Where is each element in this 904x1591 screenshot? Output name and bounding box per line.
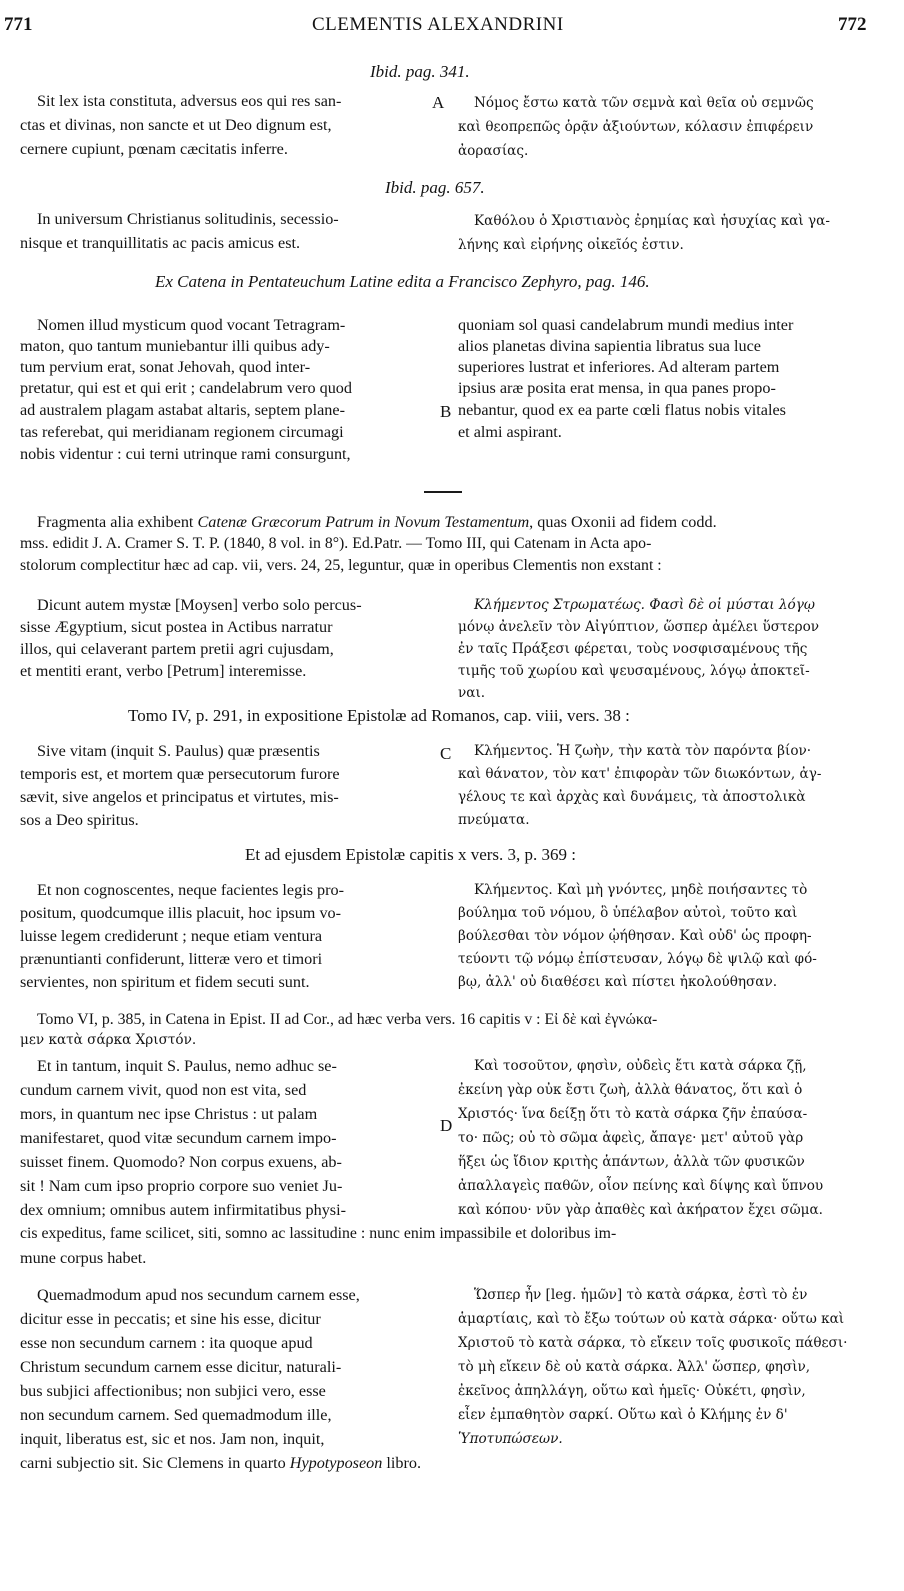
latin-line: alios planetas divina sapientia libratus sua luce — [458, 337, 761, 355]
latin-line: Sit lex ista constituta, adversus eos qui res san- — [37, 92, 342, 110]
latin-line-full: mune corpus habet. — [20, 1249, 147, 1267]
greek-line: ἥξει ὡς ἴδιον κριτὴς ἁπάντων, ἀλλὰ τῶν φυσικῶν — [458, 1154, 805, 1170]
greek-line: εἶεν ἐμπαθητὸν σαρκί. Οὕτω καὶ ὁ Κλήμης ἐν δ' — [458, 1407, 788, 1423]
intro-line: Fragmenta alia exhibent Catenæ Græcorum Patrum in Novum Testamentum, quas Oxonii ad fidem codd. — [37, 513, 717, 531]
greek-line: λήνης καὶ εἰρήνης οἰκεῖός ἐστιν. — [458, 237, 684, 253]
section-divider — [424, 491, 462, 493]
section-heading: Tomo VI, p. 385, in Catena in Epist. II ad Cor., ad hæc verba vers. 16 capitis v : Εἰ δὲ καὶ ἐγνώκα- — [37, 1011, 658, 1028]
latin-line: non secundum carnem. Sed quemadmodum ille, — [20, 1406, 332, 1424]
greek-line: Ὥσπερ ἦν [leg. ἡμῶν] τὸ κατὰ σάρκα, ἐστὶ τὸ ἐν — [474, 1287, 808, 1303]
greek-line: βῳ, ἀλλ' οὐ διαθέσει καὶ πίστει ἠκολούθησαν. — [458, 974, 778, 990]
latin-line: positum, quodcumque illis placuit, hoc ipsum vo- — [20, 904, 342, 922]
greek-line: ἐν ταῖς Πράξεσι φέρεται, τοὺς νοσφισαμένους τῆς — [458, 641, 808, 657]
greek-line: τιμῆς τοῦ χωρίου καὶ ψευσαμένους, λόγῳ ἀποκτεῖ- — [458, 663, 810, 679]
latin-line: sit ! Nam cum ipso proprio corpore suo veniet Ju- — [20, 1177, 343, 1195]
greek-line: Κλήμεντος Στρωματέως. Φασὶ δὲ οἱ μύσται λόγῳ — [474, 597, 815, 613]
greek-line: ἀορασίας. — [458, 143, 529, 159]
latin-line: Nomen illud mysticum quod vocant Tetragram- — [37, 316, 346, 334]
greek-line: τὸ μὴ εἴκειν δὲ οὐ κατὰ σάρκα. Ἀλλ' ὥσπερ, φησὶν, — [458, 1359, 811, 1375]
latin-line: cernere cupiunt, pœnam cæcitatis inferre. — [20, 140, 288, 158]
section-heading: Tomo IV, p. 291, in expositione Epistolæ ad Romanos, cap. viii, vers. 38 : — [128, 706, 630, 725]
latin-line: inquit, liberatus est, sic et nos. Jam non, inquit, — [20, 1430, 325, 1448]
latin-line: suisset finem. Quomodo? Non corpus exuens, ab- — [20, 1153, 342, 1171]
section-heading: Et ad ejusdem Epistolæ capitis x vers. 3, p. 369 : — [245, 845, 576, 864]
section-heading: Ibid. pag. 657. — [385, 178, 485, 197]
greek-line: καὶ θάνατον, τὸν κατ' ἐπιφορὰν τῶν διωκόντων, ἀγ- — [458, 766, 822, 782]
latin-line: tum pervium erat, sonat Jehovah, quod inter- — [20, 358, 311, 376]
latin-line: cundum carnem vivit, quod non est vita, sed — [20, 1081, 307, 1099]
margin-marker-d: D — [440, 1116, 453, 1135]
greek-line: Κλήμεντος. Καὶ μὴ γνόντες, μηδὲ ποιήσαντες τὸ — [474, 882, 808, 898]
latin-line: esse non secundum carnem : ita quoque apud — [20, 1334, 313, 1352]
section-heading: Ex Catena in Pentateuchum Latine edita a Francisco Zephyro, pag. 146. — [155, 272, 650, 291]
latin-line: luisse legem crediderunt ; neque etiam ventura — [20, 927, 323, 945]
page-number-left: 771 — [4, 14, 33, 35]
greek-line: Κλήμεντος. Ἡ ζωὴν, τὴν κατὰ τὸν παρόντα βίον· — [474, 743, 812, 759]
greek-line: Χριστός· ἵνα δείξῃ ὅτι τὸ κατὰ σάρκα ζῆν ἐπαύσα- — [458, 1106, 808, 1122]
latin-line-last: carni subjectio sit. Sic Clemens in quarto Hypotyposeon libro. — [20, 1454, 422, 1472]
latin-line: tas referebat, qui meridianam regionem circumagi — [20, 423, 344, 441]
section-heading: Ibid. pag. 341. — [370, 62, 470, 81]
intro-line: stolorum complectitur hæc ad cap. vii, vers. 24, 25, leguntur, quæ in operibus Clementis non exstant : — [20, 557, 662, 574]
latin-line: superiores lustrat et inferiores. Ad alteram partem — [458, 358, 780, 376]
latin-line: Dicunt autem mystæ [Moysen] verbo solo percus- — [37, 596, 362, 614]
latin-line: dex omnium; omnibus autem infirmitatibus physi- — [20, 1201, 346, 1219]
latin-line: maton, quo tantum muniebantur illi quibus ady- — [20, 337, 330, 355]
latin-line: Et in tantum, inquit S. Paulus, nemo adhuc se- — [37, 1057, 337, 1075]
latin-line: nobis videntur : cui terni utrinque rami consurgunt, — [20, 445, 351, 463]
latin-line: quoniam sol quasi candelabrum mundi medius inter — [458, 316, 794, 334]
greek-line: Ὑποτυπώσεων. — [458, 1431, 563, 1447]
margin-marker-b: B — [440, 402, 452, 421]
running-title: CLEMENTIS ALEXANDRINI — [312, 14, 564, 35]
greek-line: Νόμος ἔστω κατὰ τῶν σεμνὰ καὶ θεῖα οὐ σεμνῶς — [474, 95, 814, 111]
latin-line: prænuntianti confiderunt, litteræ vero et timori — [20, 950, 323, 968]
latin-line: ctas et divinas, non sancte et ut Deo dignum est, — [20, 116, 332, 134]
latin-line: Et non cognoscentes, neque facientes legis pro- — [37, 881, 345, 899]
intro-line: mss. edidit J. A. Cramer S. T. P. (1840, 8 vol. in 8°). Ed.Patr. — Tomo III, qui Catenam in Acta apo- — [20, 535, 652, 552]
section-heading-cont: μεν κατὰ σάρκα Χριστόν. — [20, 1032, 197, 1048]
latin-line: dicitur esse in peccatis; et sine his esse, dicitur — [20, 1310, 321, 1328]
greek-line: καὶ θεοπρεπῶς ὁρᾷν ἀξιούντων, κόλασιν ἐπιφέρειν — [458, 119, 814, 135]
greek-line: ἐκείνη γὰρ οὐκ ἔστι ζωὴ, ἀλλὰ θάνατος, ὅτι καὶ ὁ — [458, 1082, 803, 1098]
latin-line: Quemadmodum apud nos secundum carnem esse, — [37, 1286, 360, 1304]
greek-line: ἀπαλλαγεὶς παθῶν, οἷον πείνης καὶ δίψης καὶ ὕπνου — [458, 1178, 824, 1194]
greek-line: ἁμαρτίαις, καὶ τὸ ἔξω τούτων οὐ κατὰ σάρκα· οὕτω καὶ — [458, 1311, 845, 1327]
latin-line: pretatur, qui est et qui erit ; candelabrum vero quod — [20, 379, 352, 397]
latin-line: Sive vitam (inquit S. Paulus) quæ præsentis — [37, 742, 320, 760]
latin-line: ad australem plagam astabat altaris, septem plane- — [20, 401, 345, 419]
page-number-right: 772 — [838, 14, 867, 35]
greek-line: το· πῶς; οὐ τὸ σῶμα ἀφεὶς, ἄπαγε· μετ' αὐτοῦ γὰρ — [458, 1130, 804, 1146]
latin-line: temporis est, et mortem quæ persecutorum furore — [20, 765, 340, 783]
margin-marker-a: A — [432, 93, 445, 112]
latin-line: sævit, sive angelos et principatus et virtutes, mis- — [20, 788, 339, 806]
latin-line: mors, in quantum nec ipse Christus : ut palam — [20, 1105, 318, 1123]
latin-line: nebantur, quod ex ea parte cœli flatus nobis vitales — [458, 401, 786, 419]
greek-line: βούλημα τοῦ νόμου, ὃ ὑπέλαβον αὐτοὶ, τοῦτο καὶ — [458, 905, 798, 921]
greek-line: Καθόλου ὁ Χριστιανὸς ἐρημίας καὶ ἡσυχίας καὶ γα- — [474, 213, 830, 229]
latin-line: sisse Ægyptium, sicut postea in Actibus narratur — [20, 618, 333, 636]
latin-line-full: cis expeditus, fame scilicet, siti, somno ac lassitudine : nunc enim impassibile et doloribus im- — [20, 1225, 617, 1242]
greek-line: πνεύματα. — [458, 812, 530, 828]
latin-line: et almi aspirant. — [458, 423, 562, 441]
latin-line: bus subjici affectionibus; non subjici vero, esse — [20, 1382, 326, 1400]
greek-line: τεύοντι τῷ νόμῳ ἐπίστευσαν, λόγῳ δὲ ψιλῷ καὶ φό- — [458, 951, 817, 967]
greek-line: βούλεσθαι τὸν νόμον ᾠήθησαν. Καὶ οὐδ' ὡς προφη- — [458, 928, 812, 944]
latin-line: nisque et tranquillitatis ac pacis amicus est. — [20, 234, 301, 252]
margin-marker-c: C — [440, 744, 452, 763]
latin-line: servientes, non spiritum et fidem secuti sunt. — [20, 973, 310, 991]
latin-line: sos a Deo spiritus. — [20, 811, 139, 829]
latin-line: manifestaret, quod vitæ secundum carnem impo- — [20, 1129, 337, 1147]
latin-line: Christum secundum carnem esse dicitur, naturali- — [20, 1358, 342, 1376]
latin-line: et mentiti erant, verbo [Petrum] interemisse. — [20, 662, 307, 680]
greek-line: ναι. — [458, 685, 486, 701]
greek-line: Χριστοῦ τὸ κατὰ σάρκα, τὸ εἴκειν τοῖς φυσικοῖς πάθεσι· — [458, 1335, 848, 1351]
latin-line: In universum Christianus solitudinis, secessio- — [37, 210, 339, 228]
greek-line: μόνῳ ἀνελεῖν τὸν Αἰγύπτιον, ὥσπερ ἀμέλει ὕστερον — [458, 619, 820, 635]
greek-line: γέλους τε καὶ ἀρχὰς καὶ δυνάμεις, τὰ ἀποστολικὰ — [458, 789, 806, 805]
latin-line: ipsius aræ posita erat mensa, in qua panes propo- — [458, 379, 776, 397]
latin-line: illos, qui celaverant partem pretii agri cujusdam, — [20, 640, 334, 658]
greek-line: ἐκεῖνος ἀπηλλάγη, οὕτω καὶ ἡμεῖς· Οὐκέτι, φησὶν, — [458, 1383, 806, 1399]
greek-line: καὶ κόπου· νῦν γὰρ ἀπαθὲς καὶ ἀκήρατον ἔχει σῶμα. — [458, 1202, 824, 1218]
greek-line: Καὶ τοσοῦτον, φησὶν, οὐδεὶς ἔτι κατὰ σάρκα ζῇ, — [474, 1058, 807, 1074]
